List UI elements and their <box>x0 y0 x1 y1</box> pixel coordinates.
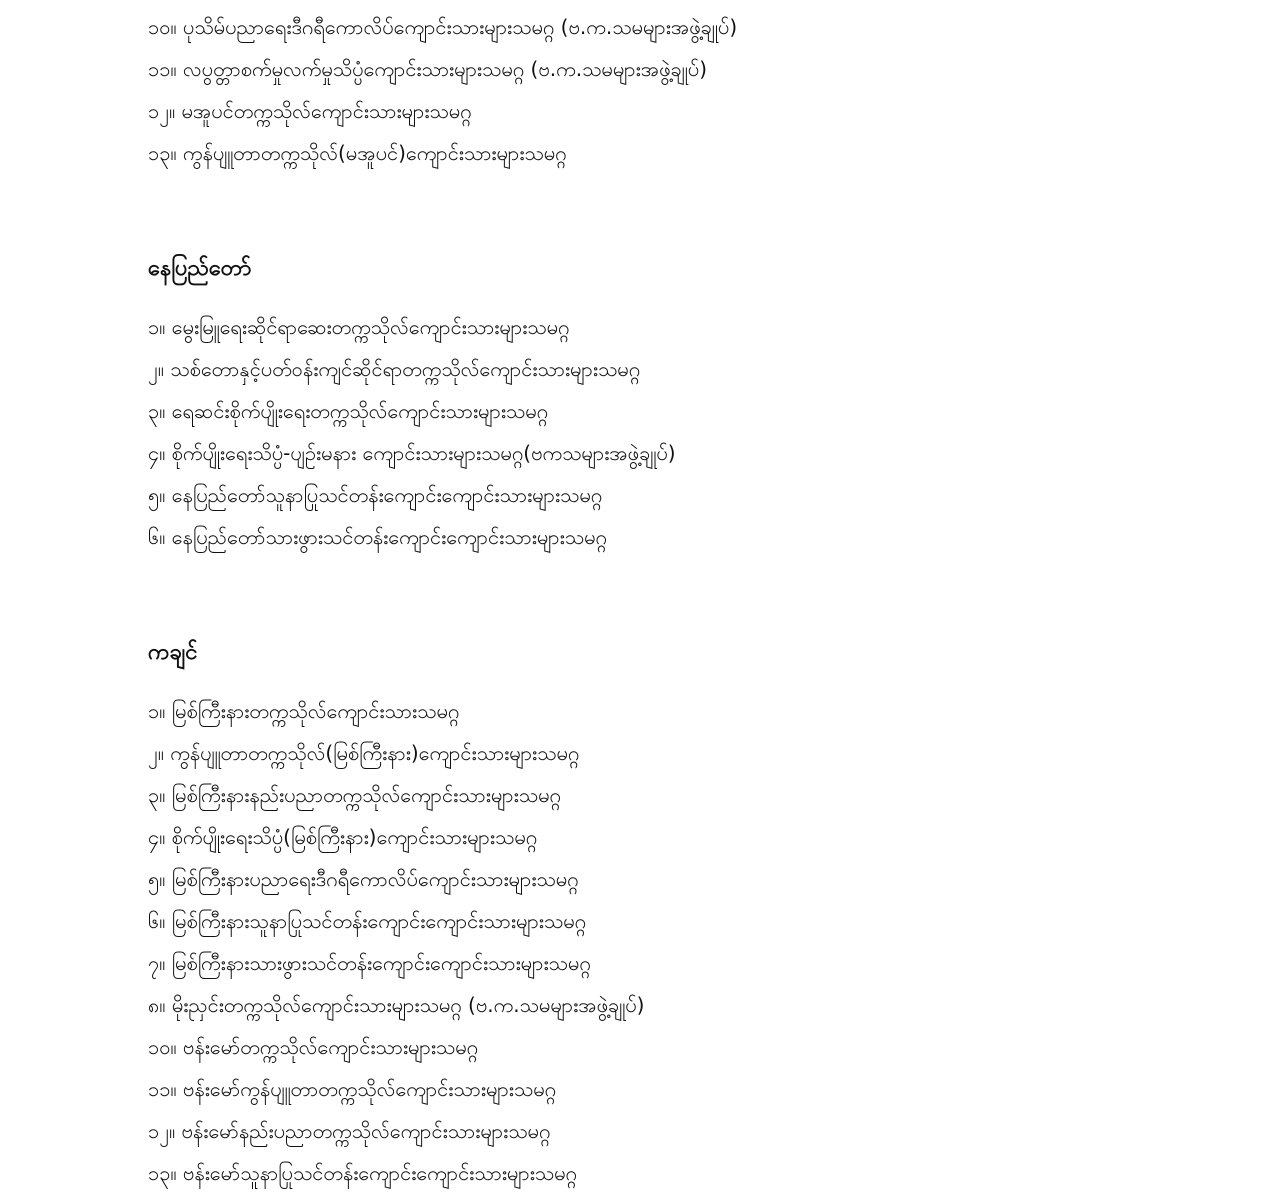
list-item: ၆။ မြစ်ကြီးနားသူနာပြုသင်တန်းကျောင်းကျောင်းသားများသမဂ္ဂ <box>148 909 587 933</box>
list-item: ၆။ နေပြည်တော်သားဖွားသင်တန်းကျောင်းကျောင်းသားများသမဂ္ဂ <box>148 525 607 549</box>
list-item: ၂။ သစ်တောနှင့်ပတ်ဝန်းကျင်ဆိုင်ရာတက္ကသိုလ်ကျောင်းသားများသမဂ္ဂ <box>148 357 641 381</box>
list-item: ၄။ စိုက်ပျိုးရေးသိပ္ပံ-ပျဉ်းမနား ကျောင်းသားများသမဂ္ဂ(ဗကသများအဖွဲ့ချုပ်) <box>148 441 676 465</box>
list-item: ၁၃။ ကွန်ပျူတာတက္ကသိုလ်(မအူပင်)ကျောင်းသားများသမဂ္ဂ <box>148 141 567 165</box>
list-item: ၁၃။ ဗန်းမော်သူနာပြုသင်တန်းကျောင်းကျောင်းသားများသမဂ္ဂ <box>148 1161 577 1185</box>
list-item: ၁။ မြစ်ကြီးနားတက္ကသိုလ်ကျောင်းသားသမဂ္ဂ <box>148 699 460 723</box>
list-item: ၁၀။ ပုသိမ်ပညာရေးဒီဂရီကောလိပ်ကျောင်းသားများသမဂ္ဂ (ဗ.က.သမများအဖွဲ့ချုပ်) <box>148 15 738 39</box>
section-heading-kachin: ကချင် <box>148 640 198 665</box>
list-item: ၁၁။ လပွတ္တာစက်မှုလက်မှုသိပ္ပံကျောင်းသားများသမဂ္ဂ (ဗ.က.သမများအဖွဲ့ချုပ်) <box>148 57 708 81</box>
list-kachin <box>148 690 1248 1194</box>
list-item: ၁၂။ မအူပင်တက္ကသိုလ်ကျောင်းသားများသမဂ္ဂ <box>148 99 472 123</box>
list-item: ၈။ မိုးညှင်းတက္ကသိုလ်ကျောင်းသားများသမဂ္ဂ (ဗ.က.သမများအဖွဲ့ချုပ်) <box>148 993 645 1017</box>
list-item: ၅။ မြစ်ကြီးနားပညာရေးဒီဂရီကောလိပ်ကျောင်းသားများသမဂ္ဂ <box>148 867 579 891</box>
list-item: ၁၁။ ဗန်းမော်ကွန်ပျူတာတက္ကသိုလ်ကျောင်းသားများသမဂ္ဂ <box>148 1077 557 1101</box>
list-item: ၃။ မြစ်ကြီးနားနည်းပညာတက္ကသိုလ်ကျောင်းသားများသမဂ္ဂ <box>148 783 561 807</box>
document-page <box>148 0 1248 1194</box>
list-item: ၁၀။ ဗန်းမော်တက္ကသိုလ်ကျောင်းသားများသမဂ္ဂ <box>148 1035 479 1059</box>
list-item: ၃။ ရေဆင်းစိုက်ပျိုးရေးတက္ကသိုလ်ကျောင်းသားများသမဂ္ဂ <box>148 399 549 423</box>
list-item: ၅။ နေပြည်တော်သူနာပြုသင်တန်းကျောင်းကျောင်းသားများသမဂ္ဂ <box>148 483 603 507</box>
list-item: ၇။ မြစ်ကြီးနားသားဖွားသင်တန်းကျောင်းကျောင်းသားများသမဂ္ဂ <box>148 951 591 975</box>
list-item: ၁။ မွေးမြူရေးဆိုင်ရာဆေးတက္ကသိုလ်ကျောင်းသားများသမဂ္ဂ <box>148 315 570 339</box>
list-top <box>148 6 1248 174</box>
list-item: ၄။ စိုက်ပျိုးရေးသိပ္ပံ(မြစ်ကြီးနား)ကျောင်းသားများသမဂ္ဂ <box>148 825 538 849</box>
list-item: ၂။ ကွန်ပျူတာတက္ကသိုလ်(မြစ်ကြီးနား)ကျောင်းသားများသမဂ္ဂ <box>148 741 580 765</box>
section-heading-naypyidaw: နေပြည်တော် <box>148 256 252 281</box>
list-item: ၁၂။ ဗန်းမော်နည်းပညာတက္ကသိုလ်ကျောင်းသားများသမဂ္ဂ <box>148 1119 551 1143</box>
list-naypyidaw <box>148 306 1248 558</box>
